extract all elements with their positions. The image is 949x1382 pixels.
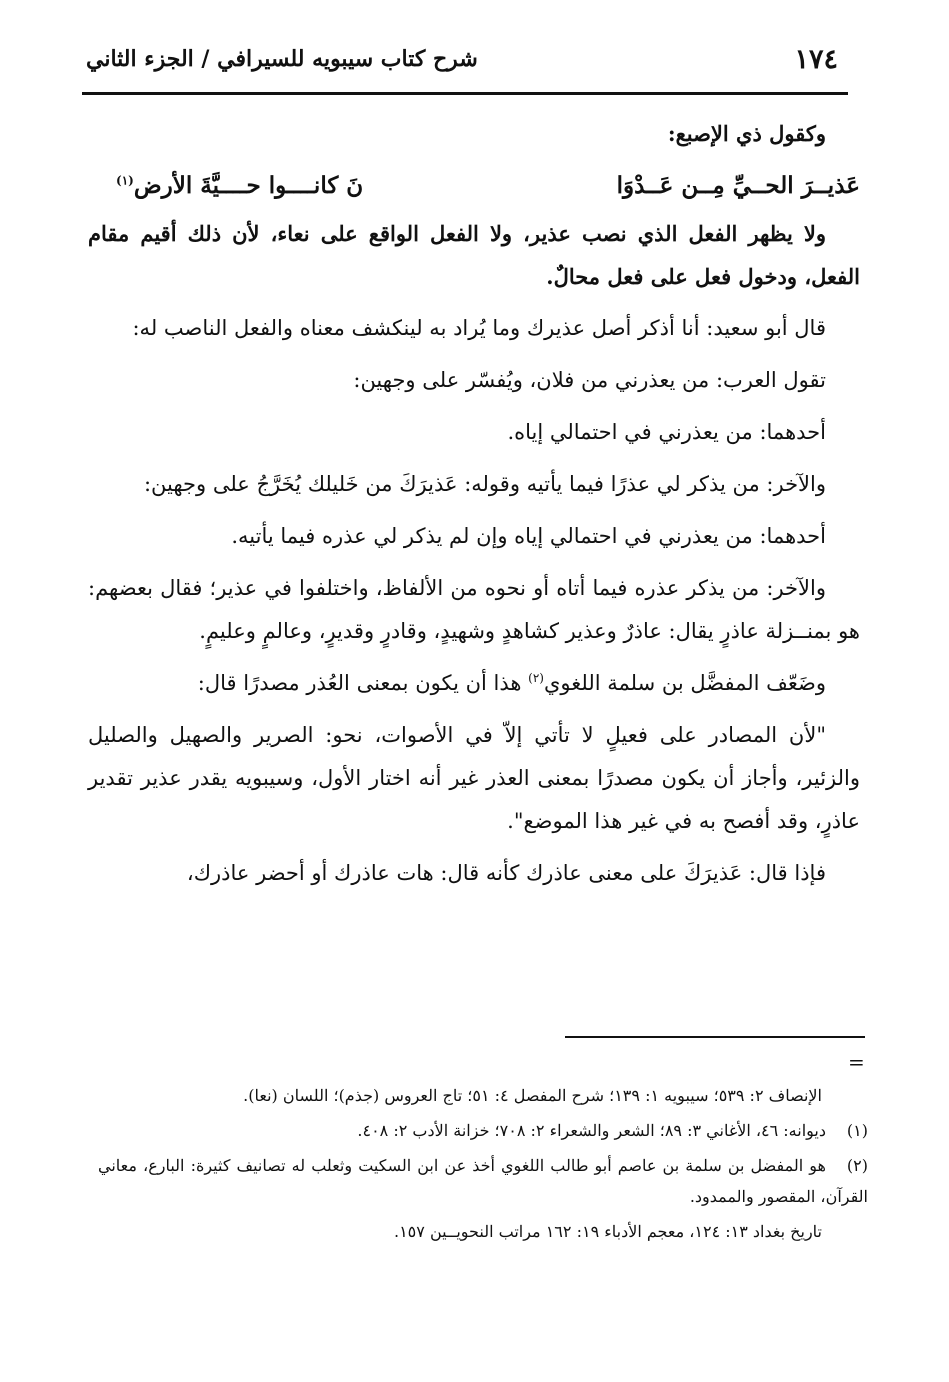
footnotes: [98, 1080, 868, 1251]
paragraph-7: والآخر: من يذكر عذره فيما أتاه أو نحوه من الألفاظ، واختلفوا في عذير؛ فقال بعضهم: هو بمنــزلة عاذرٍ يقال: عاذرٌ وعذير كشاهدٍ وشهيدٍ، وقادرٍ وقديرٍ، وعالمٍ وعليمٍ.: [88, 576, 860, 643]
paragraph-8-start: وضَعّف المفضَّل بن سلمة اللغوي: [543, 671, 826, 695]
verse-hemistich-left: [116, 164, 363, 208]
main-text: [88, 112, 860, 904]
footnote-continued: الإنصاف ٢: ٥٣٩؛ سيبويه ١: ١٣٩؛ شرح المفصل ٤: ٥١؛ تاج العروس (جذم)؛ اللسان (نعا).: [243, 1086, 822, 1105]
paragraph-10: فإذا قال: عَذيرَكَ على معنى عاذرك كأنه قال: هات عاذرك أو أحضر عاذرك،: [186, 861, 826, 885]
verse-hemistich-right: عَذيــرَ الحــيِّ مِــن عَــدْوَا: [616, 172, 860, 199]
footnote-2-references: تاريخ بغداد ١٣: ١٢٤، معجم الأدباء ١٩: ١٦٢ مراتب النحويــين ١٥٧.: [393, 1222, 822, 1241]
paragraph-4: أحدهما: من يعذرني في احتمالي إياه.: [507, 420, 826, 444]
footnote-2: [98, 1150, 868, 1212]
running-title: شرح كتاب سيبويه للسيرافي / الجزء الثاني: [86, 46, 478, 72]
page-header: [82, 40, 848, 95]
footnote-1: [98, 1115, 868, 1146]
paragraph-2: قال أبو سعيد: أنا أذكر أصل عذيرك وما يُراد به لينكشف معناه والفعل الناصب له:: [132, 316, 826, 340]
footnote-1-text: ديوانه: ٤٦، الأغاني ٣: ٨٩؛ الشعر والشعراء ٢: ٧٠٨؛ خزانة الأدب ٢: ٤٠٨.: [357, 1121, 826, 1140]
page-number: ١٧٤: [794, 44, 838, 75]
paragraph-1: ولا يظهر الفعل الذي نصب عذير، ولا الفعل الواقع على نعاء، لأن ذلك أقيم مقام الفعل، ودخول فعل على فعل محالٌ.: [88, 221, 860, 289]
paragraph-8-end: هذا أن يكون بمعنى العُذر مصدرًا قال:: [197, 671, 529, 695]
paragraph-5: والآخر: من يذكر لي عذرًا فيما يأتيه وقوله: عَذيرَكَ من خَليلك يُخَرَّجُ على وجهين:: [143, 472, 826, 496]
footnote-continuation-mark: =: [848, 1050, 865, 1074]
paragraph-6: أحدهما: من يعذرني في احتمالي إياه وإن لم يذكر لي عذره فيما يأتيه.: [231, 524, 826, 548]
footnote-marker-2: (٢): [528, 671, 544, 685]
paragraph-3: تقول العرب: من يعذرني من فلان، ويُفسّر على وجهين:: [353, 368, 826, 392]
intro-line: وكقول ذي الإصبع:: [667, 121, 826, 146]
poem-verse: [88, 164, 860, 208]
verse-hemistich-left-text: نَ كانــــوا حــــيَّةَ الأرض: [133, 172, 364, 199]
footnote-2-text: هو المفضل بن سلمة بن عاصم أبو طالب اللغوي أخذ عن ابن السكيت وثعلب له تصانيف كثيرة: البارع، معاني القرآن، المقصور والممدود.: [98, 1156, 868, 1206]
footnote-2-number: (٢): [846, 1156, 868, 1175]
paragraph-9: "لأن المصادر على فعيلٍ لا تأتي إلاّ في الأصوات، نحو: الصرير والصهيل والصليل والزئير، وأجاز أن يكون مصدرًا بمعنى العذر غير أنه اختار الأول، وسيبويه يقدر عذير تقدير عاذرٍ، وقد أفصح به في غير هذا الموضع".: [88, 723, 860, 833]
footnote-separator: [565, 1036, 865, 1038]
paragraph-8: [88, 662, 860, 705]
footnote-marker-1: (١): [116, 173, 134, 188]
footnote-1-number: (١): [846, 1121, 868, 1140]
